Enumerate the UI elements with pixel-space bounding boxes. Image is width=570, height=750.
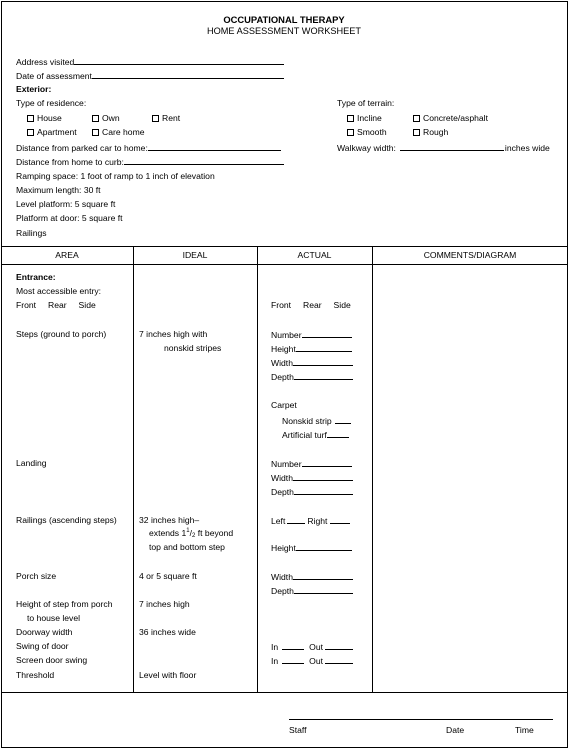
- distance-car-field[interactable]: [16, 143, 281, 153]
- input-line[interactable]: [327, 430, 349, 438]
- input-line[interactable]: [302, 330, 352, 338]
- doorway-width-label: Doorway width: [16, 627, 73, 637]
- steps-height-field[interactable]: [271, 344, 352, 354]
- platform-at-door-text: Platform at door: 5 square ft: [16, 213, 123, 223]
- input-line[interactable]: [296, 543, 352, 551]
- field-label: Out: [309, 642, 324, 652]
- checkbox-icon[interactable]: [92, 129, 99, 136]
- option-label: Incline: [357, 113, 382, 123]
- checkbox-icon[interactable]: [92, 115, 99, 122]
- residence-apartment-option[interactable]: [27, 128, 77, 137]
- railings-ideal-text: 32 inches high–: [139, 515, 200, 525]
- address-visited-field[interactable]: [16, 57, 284, 67]
- date-of-assessment-field[interactable]: [16, 71, 284, 81]
- railings-height-field[interactable]: [271, 543, 352, 553]
- walkway-width-field[interactable]: [337, 143, 550, 153]
- railings-ideal-part: ft beyond: [195, 528, 234, 538]
- field-label: Depth: [271, 586, 294, 596]
- porch-ideal-text: 4 or 5 square ft: [139, 571, 197, 581]
- input-line[interactable]: [296, 344, 352, 352]
- steps-ideal-text-cont: nonskid stripes: [164, 343, 222, 353]
- terrain-smooth-option[interactable]: [347, 128, 387, 137]
- input-line[interactable]: [282, 656, 304, 664]
- steps-depth-field[interactable]: [271, 372, 353, 382]
- distance-curb-label: Distance from home to curb:: [16, 157, 124, 167]
- input-line[interactable]: [330, 516, 350, 524]
- field-label: Width: [271, 358, 293, 368]
- column-header-actual: ACTUAL: [297, 250, 332, 260]
- maximum-length-text: Maximum length: 30 ft: [16, 185, 101, 195]
- threshold-ideal-text: Level with floor: [139, 670, 197, 680]
- input-line[interactable]: [282, 642, 304, 650]
- checkbox-icon[interactable]: [413, 115, 420, 122]
- entrance-heading: Entrance:: [16, 272, 56, 282]
- option-label: Apartment: [37, 127, 77, 137]
- field-label: Height: [271, 543, 296, 553]
- height-step-ideal-text: 7 inches high: [139, 599, 190, 609]
- steps-label: Steps (ground to porch): [16, 329, 107, 339]
- nonskid-strip-field[interactable]: [282, 416, 351, 426]
- input-line[interactable]: [293, 473, 353, 481]
- staff-label: Staff: [289, 725, 307, 735]
- landing-width-field[interactable]: [271, 473, 353, 483]
- option-label: Smooth: [357, 127, 387, 137]
- railings-text: Railings: [16, 228, 47, 238]
- walkway-width-line[interactable]: [400, 143, 504, 151]
- carpet-label: Carpet: [271, 400, 297, 410]
- field-label: Number: [271, 459, 302, 469]
- checkbox-icon[interactable]: [27, 129, 34, 136]
- field-label: Height: [271, 344, 296, 354]
- artificial-turf-field[interactable]: [282, 430, 349, 440]
- comments-diagram-area[interactable]: [373, 265, 568, 692]
- input-line[interactable]: [325, 642, 353, 650]
- column-header-comments: COMMENTS/DIAGRAM: [423, 250, 517, 260]
- railings-left-right-field[interactable]: [271, 516, 350, 526]
- terrain-concrete-option[interactable]: [413, 114, 488, 123]
- checkbox-icon[interactable]: [27, 115, 34, 122]
- option-label: Own: [102, 113, 120, 123]
- terrain-rough-option[interactable]: [413, 128, 448, 137]
- field-label: Width: [271, 473, 293, 483]
- ramping-space-text: Ramping space: 1 foot of ramp to 1 inch of elevation: [16, 171, 215, 181]
- page-subtitle: HOME ASSESSMENT WORKSHEET: [206, 26, 361, 36]
- terrain-incline-option[interactable]: [347, 114, 382, 123]
- field-label: Depth: [271, 487, 294, 497]
- input-line[interactable]: [294, 586, 353, 594]
- date-label: Date: [446, 725, 465, 735]
- residence-care-home-option[interactable]: [92, 128, 145, 137]
- address-visited-label: Address visited: [16, 57, 75, 67]
- address-visited-line[interactable]: [74, 57, 284, 65]
- fraction-numerator: 1: [186, 528, 190, 534]
- input-line[interactable]: [287, 516, 305, 524]
- field-label: In: [271, 642, 279, 652]
- threshold-label: Threshold: [16, 670, 55, 680]
- input-line[interactable]: [335, 416, 351, 424]
- field-label: Width: [271, 572, 293, 582]
- porch-depth-field[interactable]: [271, 586, 353, 596]
- type-of-terrain-label: Type of terrain:: [337, 98, 395, 108]
- column-divider: [133, 246, 134, 692]
- height-of-step-label: Height of step from porch: [16, 599, 113, 609]
- input-line[interactable]: [293, 572, 353, 580]
- field-label: Artificial turf: [282, 430, 327, 440]
- input-line[interactable]: [302, 459, 352, 467]
- column-header-ideal: IDEAL: [182, 250, 208, 260]
- steps-ideal-text: 7 inches high with: [139, 329, 208, 339]
- porch-width-field[interactable]: [271, 572, 353, 582]
- column-header-area: AREA: [55, 250, 79, 260]
- residence-rent-option[interactable]: [152, 114, 180, 123]
- actual-entry-options-text: Front Rear Side: [271, 300, 351, 310]
- fraction-slash: /: [189, 528, 193, 538]
- checkbox-icon[interactable]: [347, 115, 354, 122]
- steps-number-field[interactable]: [271, 330, 352, 340]
- column-divider: [257, 246, 258, 692]
- walkway-width-label: Walkway width:: [337, 143, 396, 153]
- time-label: Time: [515, 725, 534, 735]
- option-label: House: [37, 113, 62, 123]
- distance-car-label: Distance from parked car to home:: [16, 143, 148, 153]
- railings-ascending-label: Railings (ascending steps): [16, 515, 117, 525]
- residence-own-option[interactable]: [92, 114, 120, 123]
- input-line[interactable]: [293, 358, 353, 366]
- field-label: Depth: [271, 372, 294, 382]
- field-label: Number: [271, 330, 302, 340]
- screen-door-swing-label: Screen door swing: [16, 655, 88, 665]
- level-platform-text: Level platform: 5 square ft: [16, 199, 116, 209]
- table-bottom-rule: [1, 692, 568, 693]
- swing-of-door-label: Swing of door: [16, 641, 69, 651]
- date-of-assessment-label: Date of assessment: [16, 71, 92, 81]
- steps-width-field[interactable]: [271, 358, 353, 368]
- page-title: OCCUPATIONAL THERAPY: [223, 14, 345, 25]
- checkbox-icon[interactable]: [152, 115, 159, 122]
- entry-options-text: Front Rear Side: [16, 300, 96, 310]
- most-accessible-entry-label: Most accessible entry:: [16, 286, 102, 296]
- doorway-ideal-text: 36 inches wide: [139, 627, 196, 637]
- residence-house-option[interactable]: [27, 114, 62, 123]
- table-top-rule: [1, 246, 568, 247]
- checkbox-icon[interactable]: [413, 129, 420, 136]
- field-label: Left: [271, 516, 286, 526]
- screen-door-in-out-field[interactable]: [271, 656, 353, 666]
- height-of-step-label-cont: to house level: [27, 613, 81, 623]
- landing-depth-field[interactable]: [271, 487, 353, 497]
- inches-wide-label: inches wide: [504, 143, 550, 153]
- distance-curb-field[interactable]: [16, 157, 284, 167]
- option-label: Rough: [423, 127, 449, 137]
- signature-line[interactable]: [289, 719, 553, 720]
- railings-ideal-text-end: top and bottom step: [149, 542, 225, 552]
- option-label: Care home: [102, 127, 145, 137]
- field-label: Nonskid strip: [282, 416, 332, 426]
- date-of-assessment-line[interactable]: [92, 71, 284, 79]
- fraction-denominator: 2: [192, 533, 196, 539]
- option-label: Concrete/asphalt: [423, 113, 488, 123]
- porch-size-label: Porch size: [16, 571, 57, 581]
- field-label: Right: [307, 516, 328, 526]
- field-label: Out: [309, 656, 324, 666]
- landing-label: Landing: [16, 458, 47, 468]
- type-of-residence-label: Type of residence:: [16, 98, 87, 108]
- field-label: In: [271, 656, 279, 666]
- railings-ideal-text-cont: [149, 528, 233, 539]
- distance-curb-line[interactable]: [124, 157, 284, 165]
- option-label: Rent: [162, 113, 181, 123]
- input-line[interactable]: [294, 372, 353, 380]
- exterior-heading: Exterior:: [16, 84, 52, 94]
- landing-number-field[interactable]: [271, 459, 352, 469]
- input-line[interactable]: [325, 656, 353, 664]
- checkbox-icon[interactable]: [347, 129, 354, 136]
- distance-car-line[interactable]: [148, 143, 281, 151]
- railings-ideal-part: extends 1: [149, 528, 187, 538]
- door-swing-in-out-field[interactable]: [271, 642, 353, 652]
- input-line[interactable]: [294, 487, 353, 495]
